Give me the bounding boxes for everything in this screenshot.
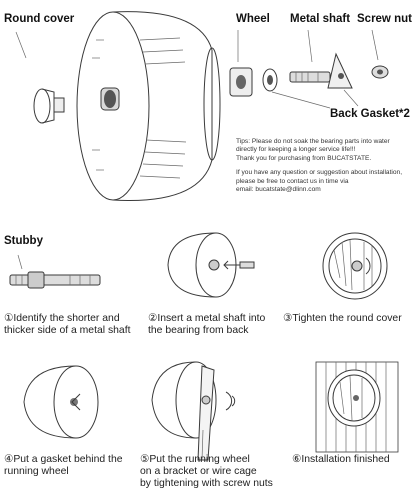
- caption-line: ③Tighten the round cover: [283, 313, 402, 324]
- caption-line: running wheel: [4, 466, 69, 477]
- label-metal-shaft: Metal shaft: [290, 13, 351, 25]
- step-1-illustration: [0, 245, 130, 315]
- tips-line: Tips: Please do not soak the bearing parts into water: [236, 138, 390, 145]
- label-wheel: Wheel: [236, 13, 270, 25]
- tips-line: please be free to contact us in time via: [236, 177, 349, 185]
- step-2-caption: [148, 313, 288, 337]
- tips-line: Thank you for purchasing from BUCATSTATE.: [236, 154, 372, 162]
- caption-line: ②Insert a metal shaft into: [148, 313, 266, 324]
- screw-nut-part: [372, 30, 388, 78]
- wheel-drum: [77, 12, 220, 201]
- tips-line: If you have any question or suggestion about installation,: [236, 169, 403, 177]
- step-3-illustration: [300, 228, 410, 308]
- step-5-caption: [140, 454, 290, 490]
- caption-line: ①Identify the shorter and: [4, 313, 120, 324]
- caption-line: by tightening with screw nuts: [140, 478, 273, 489]
- exploded-view-drawing: [0, 0, 416, 230]
- metal-shaft-part: [290, 30, 330, 82]
- step-2-illustration: [150, 228, 280, 308]
- label-screw-nut: Screw nut: [357, 13, 412, 25]
- tips-line: directly for keeping a longer service life!!!: [236, 146, 356, 154]
- round-cover-part: [16, 32, 64, 123]
- wheel-connector-part: [230, 30, 252, 96]
- caption-line: ⑤Put the running wheel: [140, 454, 250, 465]
- back-gasket-part: [328, 54, 358, 106]
- caption-line: on a bracket or wire cage: [140, 466, 257, 477]
- step-4-caption: [4, 454, 144, 478]
- step-6-illustration: [306, 358, 406, 458]
- tips-block: [236, 138, 414, 194]
- caption-line: the bearing from back: [148, 325, 249, 336]
- tips-line: email: bucatstate@dlinn.com: [236, 186, 321, 194]
- caption-line: ⑥Installation finished: [292, 454, 390, 465]
- step-4-illustration: [6, 360, 136, 445]
- caption-line: ④Put a gasket behind the: [4, 454, 123, 465]
- caption-line: thicker side of a metal shaft: [4, 325, 131, 336]
- label-stubby: Stubby: [4, 235, 43, 247]
- step-3-caption: [283, 313, 415, 325]
- label-round-cover: Round cover: [4, 13, 75, 25]
- label-back-gasket: Back Gasket*2: [330, 108, 410, 120]
- step-1-caption: [4, 313, 154, 337]
- step-6-caption: [292, 454, 414, 466]
